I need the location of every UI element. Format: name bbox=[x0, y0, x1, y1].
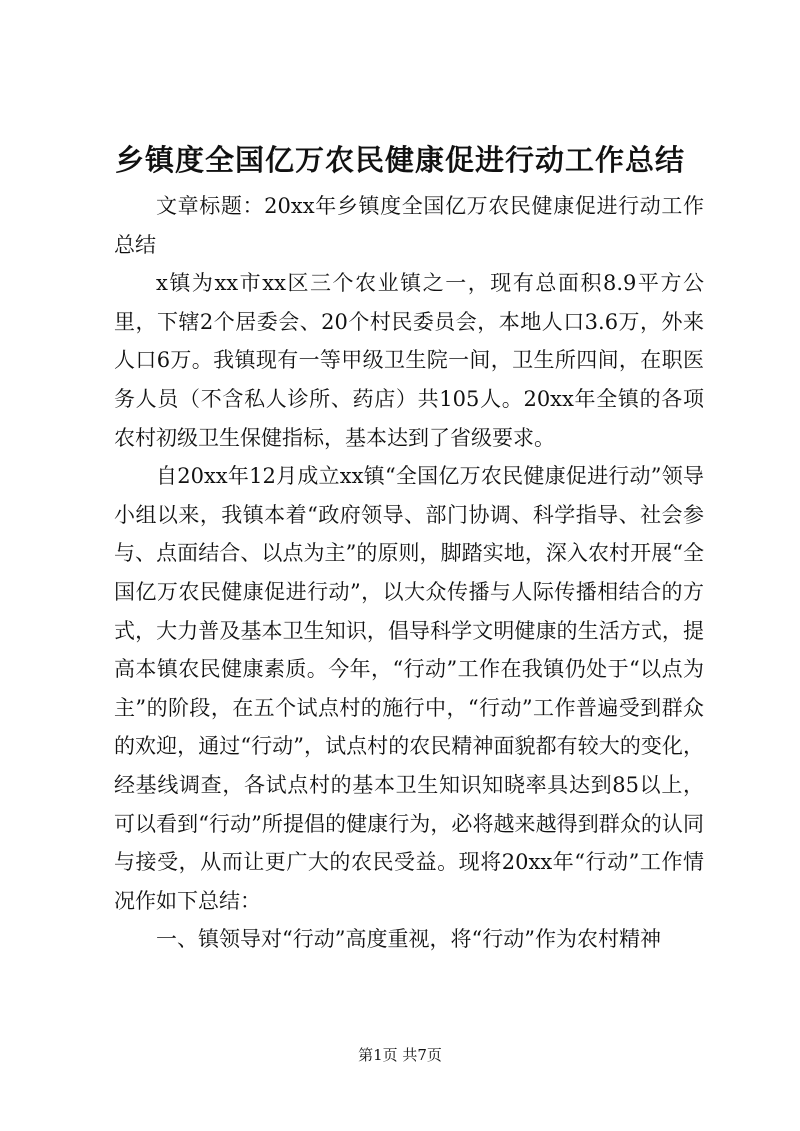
paragraph-section-one: 一、镇领导对“行动”高度重视，将“行动”作为农村精神 bbox=[156, 927, 661, 952]
page-footer: 第1页 共7页 bbox=[358, 1046, 442, 1064]
paragraph-town-overview: x镇为xx市xx区三个农业镇之一，现有总面积8.9平方公里，下辖2个居委会、20个村民委员会，本地人口3.6万，外来人口6万。我镇现有一等甲级卫生院一间，卫生所四间，在职医务人员（不含私人诊所、药店）共105人。20xx年全镇的各项农村初级卫生保健指标，基本达到了省级要求。 bbox=[114, 271, 704, 450]
document-title: 乡镇度全国亿万农民健康促进行动工作总结 bbox=[114, 143, 685, 177]
paragraph-article-title: 文章标题：20xx年乡镇度全国亿万农民健康促进行动工作总结 bbox=[114, 194, 704, 257]
document-body bbox=[114, 187, 704, 959]
paragraph-action-summary: 自20xx年12月成立xx镇“全国亿万农民健康促进行动”领导小组以来，我镇本着“政府领导、部门协调、科学指导、社会参与、点面结合、以点为主”的原则，脚踏实地，深入农村开展“全国亿万农民健康促进行动”，以大众传播与人际传播相结合的方式，大力普及基本卫生知识，倡导科学文明健康的生活方式，提高本镇农民健康素质。今年，“行动”工作在我镇仍处于“以点为主”的阶段，在五个试点村的施行中，“行动”工作普遍受到群众的欢迎，通过“行动”，试点村的农民精神面貌都有较大的变化，经基线调查，各试点村的基本卫生知识知晓率具达到85以上，可以看到“行动”所提倡的健康行为，必将越来越得到群众的认同与接受，从而让更广大的农民受益。现将20xx年“行动”工作情况作如下总结： bbox=[114, 464, 704, 913]
